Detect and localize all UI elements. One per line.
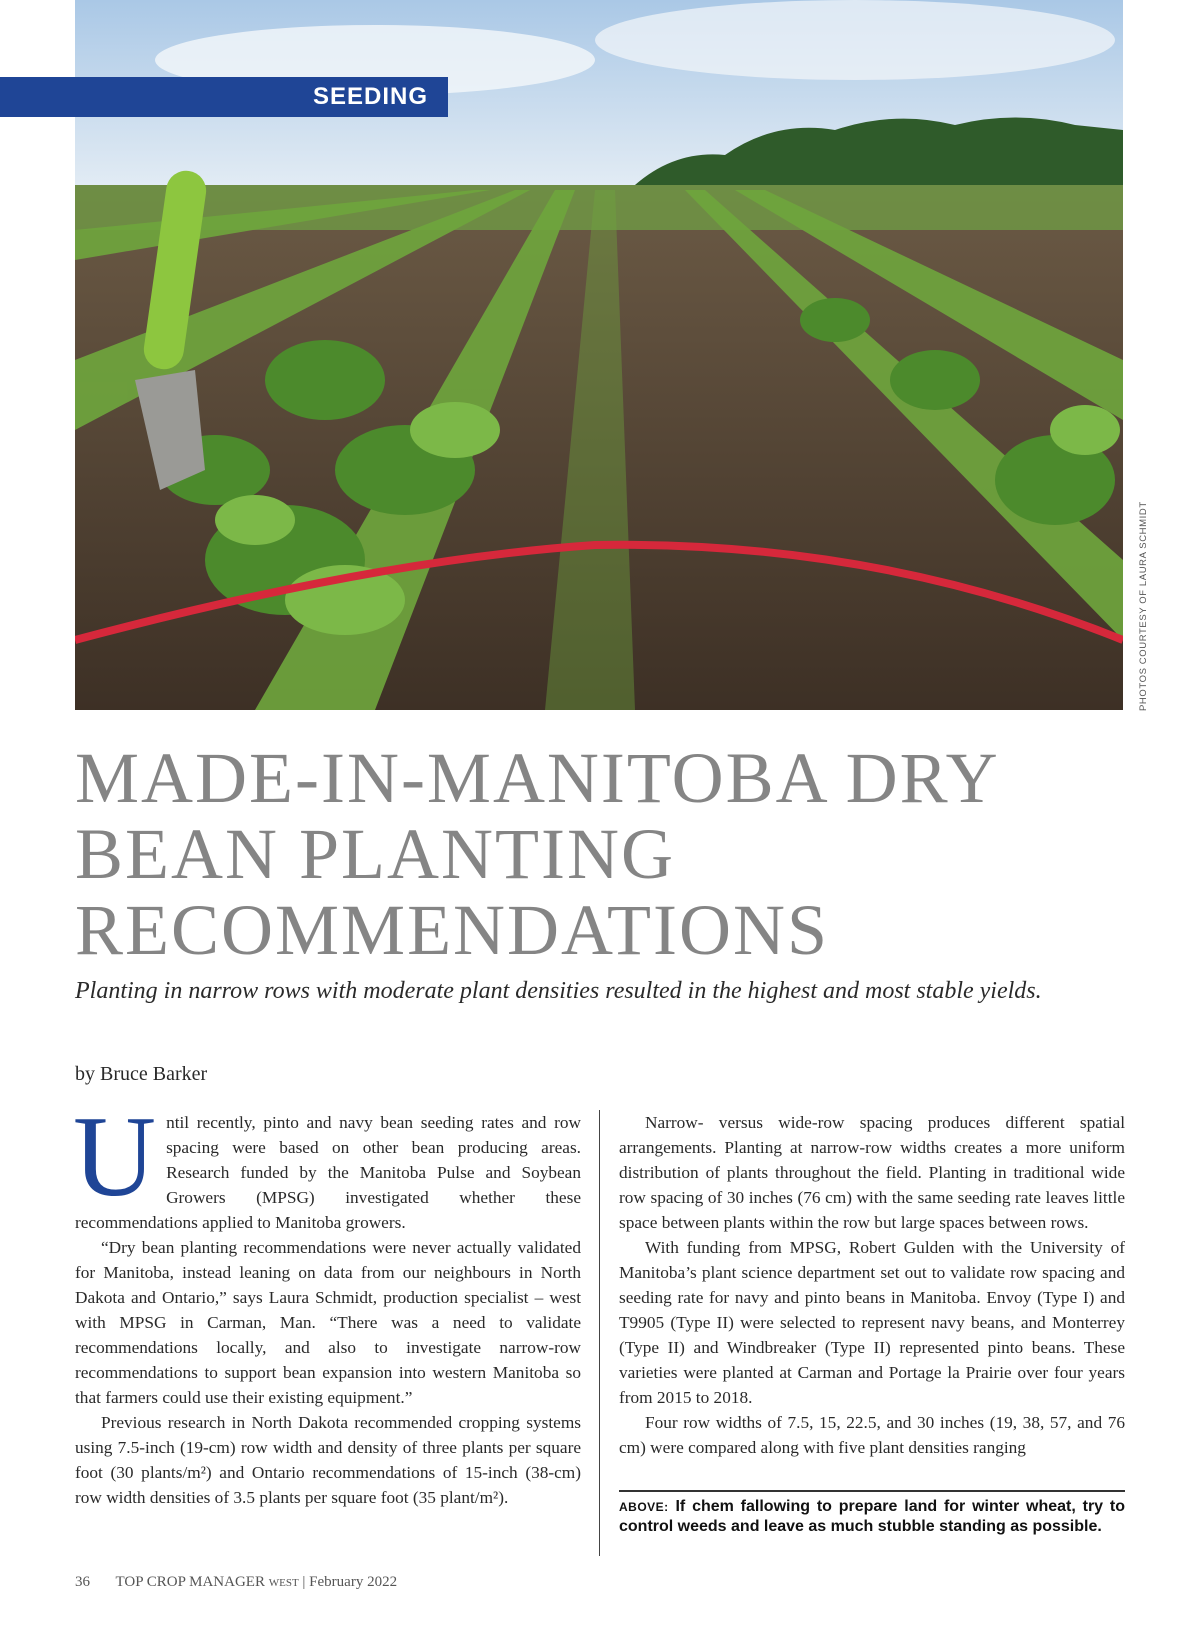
caption-text: If chem fallowing to prepare land for winter wheat, try to control weeds and leave as much stubble standing as possible.	[619, 1498, 1125, 1535]
photo-caption	[619, 1497, 1125, 1537]
column-divider	[599, 1110, 600, 1556]
section-label: SEEDING	[0, 77, 448, 117]
magazine-name: TOP CROP MANAGER	[115, 1574, 265, 1590]
caption-divider	[619, 1490, 1125, 1492]
caption-lead: ABOVE:	[619, 1500, 669, 1514]
headline-line-3: RECOMMENDATIONS	[75, 890, 830, 970]
paragraph: ntil recently, pinto and navy bean seeding rates and row spacing were based on other bean producing areas. Research funded by the Manitoba Pulse and Soybean Growers (MPSG) investigated whether these recommendations applied to Manitoba growers.	[75, 1113, 581, 1232]
photo-credit: PHOTOS COURTESY OF LAURA SCHMIDT	[1138, 501, 1149, 711]
headline	[75, 740, 1135, 968]
issue-date: | February 2022	[302, 1574, 398, 1590]
article-column-right	[619, 1110, 1125, 1482]
paragraph: “Dry bean planting recommendations were never actually validated for Manitoba, instead leaning on data from our neighbours in North Dakota and Ontario,” says Laura Schmidt, production specialist – west with MPSG in Carman, Man. “There was a need to validate recommendations locally, and also to investigate narrow-row recommendations to support bean expansion into western Manitoba so that farmers could use their existing equipment.”	[75, 1238, 581, 1407]
article-column-left	[73, 1093, 581, 1565]
paragraph: Previous research in North Dakota recommended cropping systems using 7.5-inch (19-cm) row width and density of three plants per square foot (30 plants/m²) and Ontario recommendations of 15-inch (38-cm) row width densities of 3.5 plants per square foot (35 plant/m²).	[75, 1413, 581, 1507]
magazine-edition: WEST	[268, 1577, 299, 1589]
headline-line-1: MADE-IN-MANITOBA DRY	[75, 738, 1000, 818]
paragraph: Four row widths of 7.5, 15, 22.5, and 30 inches (19, 38, 57, and 76 cm) were compared along with five plant densities ranging	[619, 1413, 1125, 1457]
page-number: 36	[75, 1574, 90, 1590]
page-footer	[75, 1574, 397, 1591]
deck: Planting in narrow rows with moderate plant densities resulted in the highest and most stable yields.	[75, 978, 1042, 1004]
paragraph: With funding from MPSG, Robert Gulden with the University of Manitoba’s plant science department set out to validate row spacing and seeding rate for navy and pinto beans in Manitoba. Envoy (Type I) and T9905 (Type II) were selected to represent navy beans, and Monterrey (Type II) and Windbreaker (Type II) represented pinto beans. These varieties were planted at Carman and Portage la Prairie over four years from 2015 to 2018.	[619, 1238, 1125, 1407]
paragraph: Narrow- versus wide-row spacing produces different spatial arrangements. Planting at narrow-row widths creates a more uniform distribution of plants throughout the field. Planting in traditional wide row spacing of 30 inches (76 cm) with the same seeding rate leaves little space between plants within the row but large spaces between rows.	[619, 1113, 1125, 1232]
drop-cap: U	[73, 1093, 157, 1220]
headline-line-2: BEAN PLANTING	[75, 814, 675, 894]
byline: by Bruce Barker	[75, 1063, 208, 1085]
